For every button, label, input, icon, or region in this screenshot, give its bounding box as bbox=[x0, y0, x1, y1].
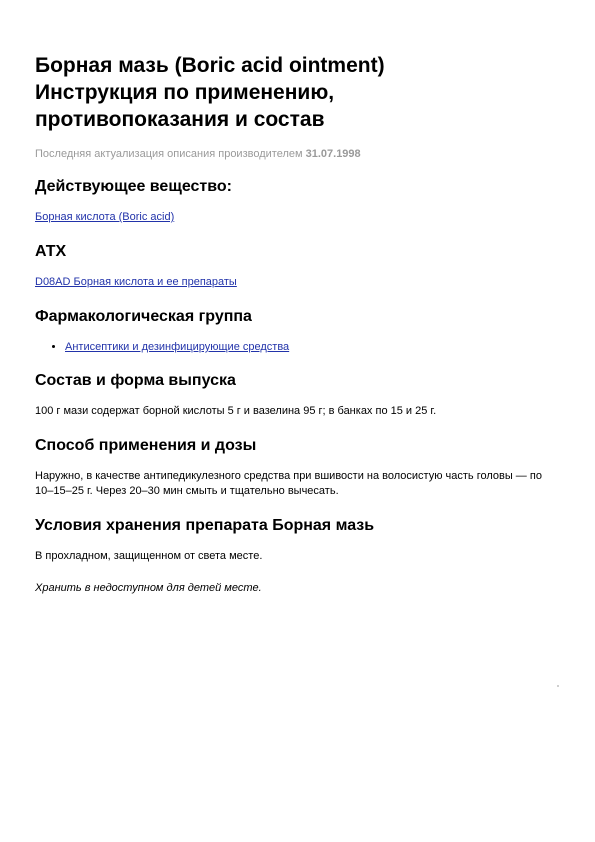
page-title bbox=[35, 52, 560, 133]
heading-composition: Состав и форма выпуска bbox=[35, 372, 236, 389]
last-updated bbox=[35, 147, 560, 161]
atx-row bbox=[35, 275, 560, 290]
title-line-1: Борная мазь (Boric acid ointment) bbox=[35, 54, 385, 77]
storage-text: В прохладном, защищенном от света месте. bbox=[35, 550, 263, 562]
list-item bbox=[65, 340, 560, 355]
heading-atx: АТХ bbox=[35, 243, 67, 260]
heading-active-substance: Действующее вещество: bbox=[35, 178, 232, 195]
document-page bbox=[35, 52, 560, 613]
active-substance-row bbox=[35, 210, 560, 225]
storage-note: Хранить в недоступном для детей месте. bbox=[35, 582, 262, 594]
usage-text: Наружно, в качестве антипедикулезного средства при вшивости на волосистую часть головы — по 10–15–25 г. Через 20–30 мин смыть и тщательно вычесать. bbox=[35, 470, 542, 497]
composition-text: 100 г мази содержат борной кислоты 5 г и вазелина 95 г; в банках по 15 и 25 г. bbox=[35, 405, 437, 417]
page-mark bbox=[557, 685, 559, 687]
active-substance-link[interactable]: Борная кислота (Boric acid) bbox=[35, 211, 175, 223]
last-updated-date: 31.07.1998 bbox=[305, 148, 361, 160]
pharmacological-group-link[interactable]: Антисептики и дезинфицирующие средства bbox=[65, 341, 290, 353]
heading-pharmacological-group: Фармакологическая группа bbox=[35, 308, 252, 325]
heading-storage: Условия хранения препарата Борная мазь bbox=[35, 517, 375, 534]
heading-usage: Способ применения и дозы bbox=[35, 437, 257, 454]
title-line-3: противопоказания и состав bbox=[35, 108, 325, 131]
atx-code-link[interactable]: D08AD Борная кислота и ее препараты bbox=[35, 276, 237, 288]
last-updated-label: Последняя актуализация описания производителем bbox=[35, 148, 303, 160]
pharmacological-group-list bbox=[35, 340, 560, 355]
title-line-2: Инструкция по применению, bbox=[35, 81, 335, 104]
